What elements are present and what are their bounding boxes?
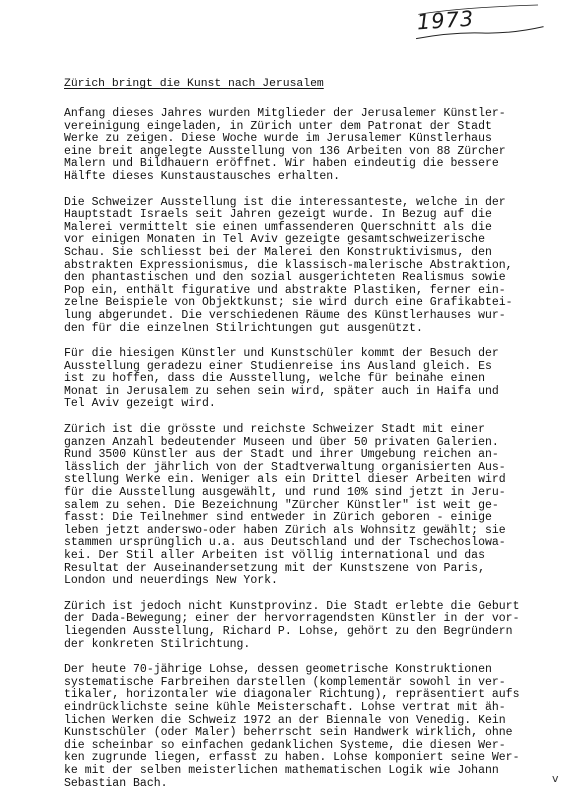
paragraph [64, 108, 564, 184]
text-line: Resultat der Auseinandersetzung mit der Kunstszene von Paris, [64, 561, 485, 575]
text-line: abstrakten Expressionismus, die klassisch-malerische Abstraktion, [64, 258, 513, 272]
text-line: fasst: Die Teilnehmer sind entweder in Zürich geboren - einige [64, 511, 492, 525]
paragraph [64, 664, 564, 790]
year-text: 1973 [416, 6, 476, 35]
text-line: Für die hiesigen Künstler und Kunstschüler kommt der Besuch der [64, 347, 499, 361]
text-line: lichen Werken die Schweiz 1972 an der Biennale von Venedig. Kein [64, 713, 506, 727]
text-line: der konkreten Stilrichtung. [64, 637, 251, 651]
paragraph [64, 424, 564, 588]
text-line: Hauptstadt Israels seit Jahren gezeigt wurde. In Bezug auf die [64, 208, 492, 222]
text-line: stammen ursprünglich u.a. aus Deutschland und der Tschechoslowa- [64, 536, 506, 550]
text-line: liegenden Ausstellung, Richard P. Lohse, gehört zu den Begründern [64, 624, 513, 638]
text-line: ken zugrunde liegen, erfasst zu haben. Lohse komponiert seine Wer- [64, 751, 520, 765]
text-line: Der heute 70-jährige Lohse, dessen geometrische Konstruktionen [64, 663, 492, 677]
text-line: systematische Farbreihen darstellen (komplementär sowohl in ver- [64, 675, 506, 689]
text-line: stellung Werke ein. Weniger als ein Drittel dieser Arbeiten wird [64, 473, 506, 487]
text-line: für die Ausstellung ausgewählt, und rund 10% sind jetzt in Jeru- [64, 486, 506, 500]
text-line: Anfang dieses Jahres wurden Mitglieder der Jerusalemer Künstler- [64, 107, 506, 120]
text-line: Tel Aviv gezeigt wird. [64, 397, 216, 411]
text-line: Malerei vermittelt sie einen umfassenderen Querschnitt als die [64, 220, 492, 234]
paragraph [64, 197, 564, 336]
text-line: ist zu hoffen, dass die Ausstellung, welche für beinahe einen [64, 372, 485, 386]
paragraph [64, 348, 564, 411]
text-line: Zürich ist die grösste und reichste Schweizer Stadt mit einer [64, 423, 485, 437]
text-line: London und neuerdings New York. [64, 574, 278, 588]
text-line: Monat in Jerusalem zu sehen sein wird, später auch in Haifa und [64, 384, 499, 398]
text-line: Sebastian Bach. [64, 776, 168, 790]
text-line: ke mit der selben meisterlichen mathematischen Logik wie Johann [64, 763, 499, 777]
text-line: leben jetzt anderswo-oder haben Zürich als Wohnsitz gewählt; sie [64, 523, 506, 537]
text-line: zelne Beispiele von Objektkunst; sie wird durch eine Grafikabtei- [64, 296, 513, 310]
text-line: Die Schweizer Ausstellung ist die interessanteste, welche in der [64, 195, 506, 209]
text-line: Werke zu zeigen. Diese Woche wurde im Jerusalemer Künstlerhaus [64, 132, 492, 146]
text-line: lässlich der jährlich von der Stadtverwaltung organisierten Aus- [64, 460, 506, 474]
text-line: ganzen Anzahl bedeutender Museen und über 50 privaten Galerien. [64, 435, 499, 449]
text-line: Hälfte dieses Kunstaustausches erhalten. [64, 169, 341, 183]
text-line: eindrücklichste seine kühle Meisterschaft. Lohse vertrat mit äh- [64, 700, 506, 714]
margin-check-mark: v [552, 772, 559, 785]
text-line: eine breit angelegte Ausstellung von 136 Arbeiten von 88 Zürcher [64, 144, 506, 158]
text-line: den phantastischen und den sozial ausgerichteten Realismus sowie [64, 271, 506, 285]
text-line: Schau. Sie schliesst bei der Malerei den Konstruktivismus, den [64, 245, 492, 259]
text-line: salem zu sehen. Die Bezeichnung "Zürcher Künstler" ist weit ge- [64, 498, 499, 512]
text-line: vereinigung eingeladen, in Zürich unter dem Patronat der Stadt [64, 119, 492, 133]
text-line: Malern und Bildhauern eröffnet. Wir haben eindeutig die bessere [64, 157, 499, 171]
text-line: vor einigen Monaten in Tel Aviv gezeigte gesamtschweizerische [64, 233, 485, 247]
text-line: die scheinbar so einfachen gedanklichen Systeme, die diesen Wer- [64, 738, 506, 752]
handwritten-year-annotation [410, 0, 552, 43]
text-line: Rund 3500 Künstler aus der Stadt und ihrer Umgebung reichen an- [64, 448, 499, 462]
text-line: Ausstellung geradezu einer Studienreise ins Ausland gleich. Es [64, 359, 492, 373]
text-line: lung abgerundet. Die verschiedenen Räume des Künstlerhauses wur- [64, 308, 506, 322]
article-body [64, 108, 564, 803]
text-line: tikaler, horizontaler wie diagonaler Richtung), repräsentiert aufs [64, 688, 520, 702]
article-title: Zürich bringt die Kunst nach Jerusalem [64, 78, 324, 90]
text-line: der Dada-Bewegung; einer der hervorragendsten Künstler in der vor- [64, 612, 520, 626]
text-line: kei. Der Stil aller Arbeiten ist völlig international und das [64, 549, 485, 562]
text-line: Kunstschüler (oder Maler) beherrscht sein Handwerk wirklich, ohne [64, 726, 513, 740]
paragraph [64, 601, 564, 651]
text-line: Pop ein, enthält figurative und abstrakte Plastiken, ferner ein- [64, 283, 506, 297]
text-line: den für die einzelnen Stilrichtungen gut ausgenützt. [64, 321, 423, 335]
text-line: Zürich ist jedoch nicht Kunstprovinz. Die Stadt erlebte die Geburt [64, 599, 520, 613]
